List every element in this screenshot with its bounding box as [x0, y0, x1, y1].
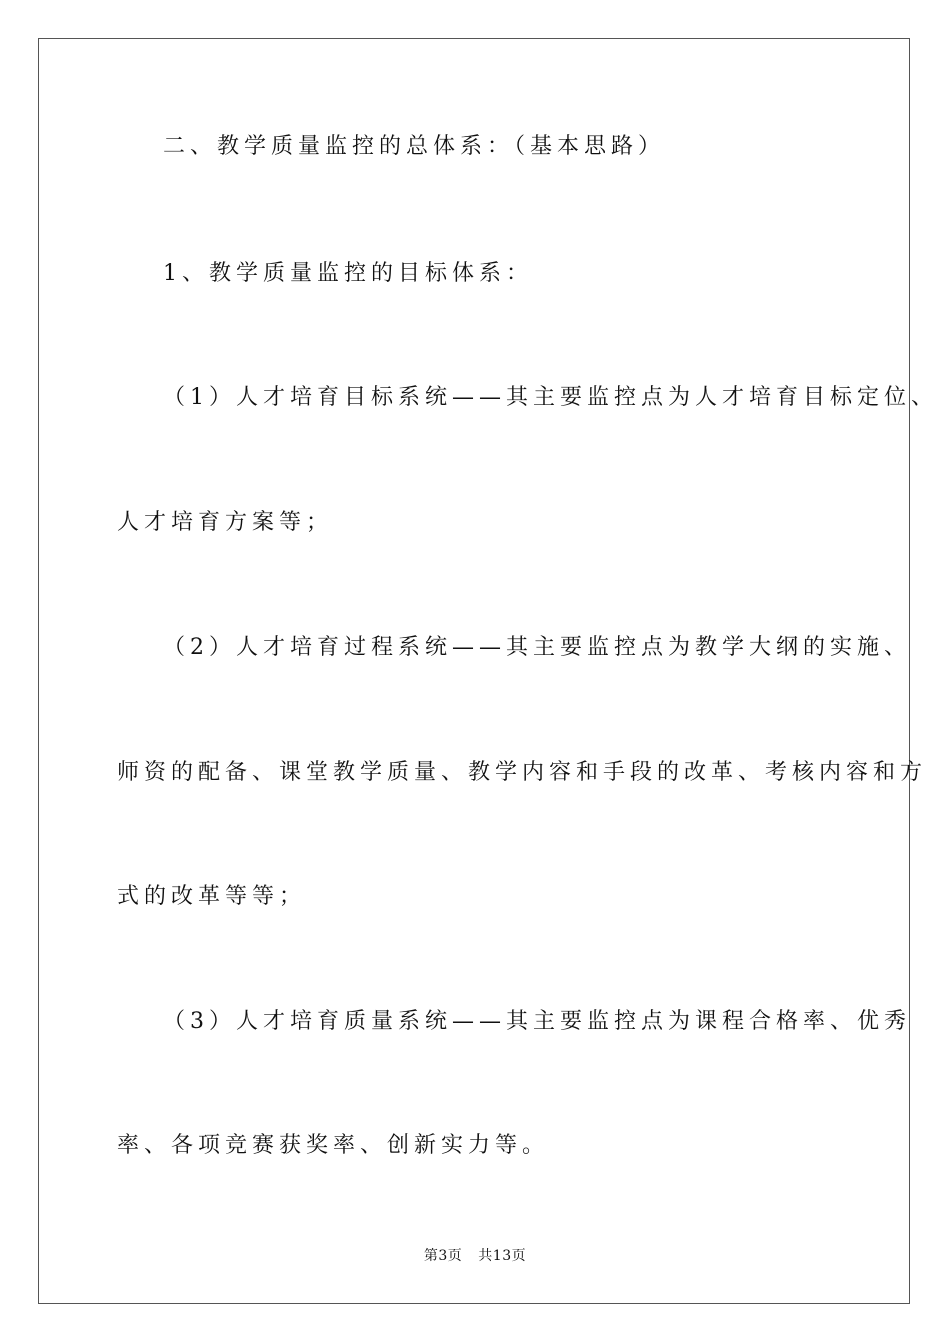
- paragraph-line: 式的改革等等；: [117, 884, 307, 909]
- page-footer: [0, 1247, 950, 1265]
- paragraph-line: 人才培育方案等；: [117, 510, 334, 535]
- paragraph-line: 师资的配备、课堂教学质量、教学内容和手段的改革、考核内容和方: [117, 760, 928, 785]
- paragraph-line: （3）人才培育质量系统——其主要监控点为课程合格率、优秀: [163, 1009, 911, 1034]
- page-border: [38, 38, 910, 1304]
- paragraph-line: 率、各项竞赛获奖率、创新实力等。: [117, 1133, 550, 1158]
- current-page-number: 第3页: [423, 1248, 463, 1264]
- paragraph-line: （1）人才培育目标系统——其主要监控点为人才培育目标定位、: [163, 385, 938, 410]
- total-page-count: 共13页: [478, 1248, 527, 1264]
- section-heading: 二、教学质量监控的总体系：（基本思路）: [163, 134, 666, 159]
- paragraph-line: （2）人才培育过程系统——其主要监控点为教学大纲的实施、: [163, 635, 911, 660]
- subsection-heading: 1、教学质量监控的目标体系：: [163, 261, 533, 286]
